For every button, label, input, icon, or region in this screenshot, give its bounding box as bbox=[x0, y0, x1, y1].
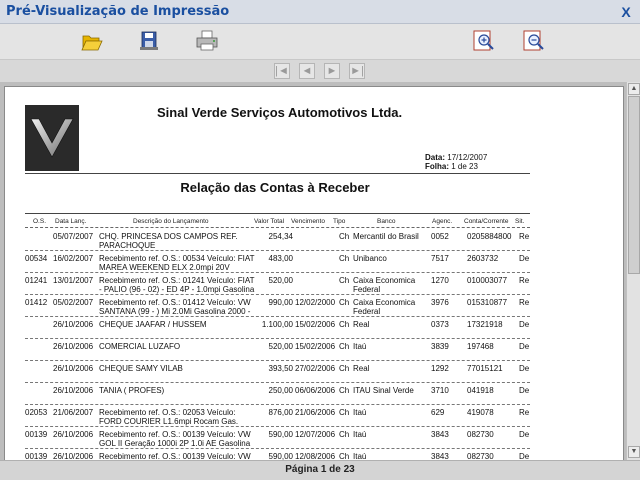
printer-icon[interactable] bbox=[193, 28, 221, 54]
cell-valor: 250,00 bbox=[268, 386, 293, 395]
date-label: Data: bbox=[425, 153, 446, 162]
cell-valor: 483,00 bbox=[268, 254, 293, 263]
cell-os: 00534 bbox=[25, 254, 48, 263]
cell-data: 21/06/2007 bbox=[53, 408, 94, 417]
cell-agenc: 3976 bbox=[431, 298, 449, 307]
divider bbox=[25, 213, 530, 214]
cell-valor: 1.100,00 bbox=[261, 320, 293, 329]
cell-sit: De bbox=[519, 342, 530, 351]
cell-sit: De bbox=[519, 430, 530, 439]
cell-venc: 21/06/2006 bbox=[295, 408, 336, 417]
cell-desc: Recebimento ref. O.S.: 01412 Veículo: VW SANTANA (99 - ) Mi 2.0Mi Gasolina 2000 - bbox=[99, 298, 251, 316]
cell-banco: Itaú bbox=[353, 430, 367, 439]
cell-banco: Mercantil do Brasil bbox=[353, 232, 419, 241]
status-bar bbox=[0, 460, 640, 480]
cell-conta: 2603732 bbox=[467, 254, 499, 263]
cell-conta: 082730 bbox=[467, 452, 494, 460]
table-row bbox=[25, 406, 530, 427]
cell-venc: 27/02/2006 bbox=[295, 364, 336, 373]
preview-viewport[interactable] bbox=[0, 82, 626, 460]
cell-conta: 015310877 bbox=[467, 298, 508, 307]
cell-valor: 254,34 bbox=[268, 232, 293, 241]
cell-valor: 876,00 bbox=[268, 408, 293, 417]
column-header: Conta/Corrente bbox=[464, 218, 509, 225]
zoom-in-icon[interactable] bbox=[470, 28, 498, 54]
cell-agenc: 1292 bbox=[431, 364, 449, 373]
next-page-button[interactable]: ► bbox=[324, 63, 340, 79]
cell-conta: 041918 bbox=[467, 386, 494, 395]
cell-data: 26/10/2006 bbox=[53, 320, 94, 329]
cell-valor: 590,00 bbox=[268, 430, 293, 439]
cell-sit: De bbox=[519, 254, 530, 263]
cell-os: 00139 bbox=[25, 452, 48, 460]
table-row bbox=[25, 252, 530, 273]
cell-desc: Recebimento ref. O.S.: 01241 Veículo: FIAT - PALIO (96 - 02) - ED 4P - 1.0mpi Gasolina bbox=[99, 276, 255, 294]
cell-conta: 0205884800 bbox=[467, 232, 512, 241]
cell-agenc: 1270 bbox=[431, 276, 449, 285]
cell-sit: Re bbox=[519, 276, 530, 285]
cell-agenc: 629 bbox=[431, 408, 445, 417]
cell-desc: CHEQUE SAMY VILAB bbox=[99, 364, 183, 373]
table-row bbox=[25, 340, 530, 361]
cell-data: 26/10/2006 bbox=[53, 386, 94, 395]
cell-tipo: Ch bbox=[339, 254, 350, 263]
column-header: Valor Total bbox=[254, 218, 285, 225]
sheet-value: 1 de 23 bbox=[451, 162, 478, 171]
cell-banco: Real bbox=[353, 320, 370, 329]
cell-sit: Re bbox=[519, 232, 530, 241]
cell-sit: Re bbox=[519, 298, 530, 307]
cell-data: 16/02/2007 bbox=[53, 254, 94, 263]
cell-tipo: Ch bbox=[339, 276, 350, 285]
report-title: Relação das Contas à Receber bbox=[180, 180, 370, 195]
cell-os: 01412 bbox=[25, 298, 48, 307]
cell-desc: CHQ. PRINCESA DOS CAMPOS REF. PARACHOQUE bbox=[99, 232, 238, 250]
cell-conta: 17321918 bbox=[467, 320, 503, 329]
cell-tipo: Ch bbox=[339, 386, 350, 395]
cell-tipo: Ch bbox=[339, 364, 350, 373]
zoom-out-icon[interactable] bbox=[520, 28, 548, 54]
cell-desc: Recebimento ref. O.S.: 02053 Veículo: FORD COURIER L1.6mpi Rocam Gas. bbox=[99, 408, 239, 426]
cell-agenc: 0052 bbox=[431, 232, 449, 241]
column-header: Agenc. bbox=[432, 218, 453, 225]
cell-agenc: 3843 bbox=[431, 452, 449, 460]
cell-conta: 77015121 bbox=[467, 364, 503, 373]
divider bbox=[25, 227, 530, 228]
cell-desc: COMERCIAL LUZAFO bbox=[99, 342, 181, 351]
cell-banco: ITAU Sinal Verde bbox=[353, 386, 414, 395]
column-header: Descrição do Lançamento bbox=[133, 218, 209, 225]
cell-tipo: Ch bbox=[339, 452, 350, 460]
report-sheet bbox=[425, 162, 478, 171]
scroll-down-icon[interactable]: ▼ bbox=[628, 446, 640, 458]
previous-page-button[interactable]: ◄ bbox=[299, 63, 315, 79]
cell-venc: 06/06/2006 bbox=[295, 386, 336, 395]
cell-banco: Caixa Economica Federal bbox=[353, 276, 416, 294]
cell-desc: Recebimento ref. O.S.: 00139 Veículo: VW GOL II Geração 1000i 2P 1.0i AE Gasolina bbox=[99, 430, 251, 448]
cell-data: 26/10/2006 bbox=[53, 430, 94, 439]
report-page bbox=[4, 86, 624, 460]
cell-venc: 12/07/2006 bbox=[295, 430, 336, 439]
table-row bbox=[25, 230, 530, 251]
company-name: Sinal Verde Serviços Automotivos Ltda. bbox=[157, 105, 403, 120]
table-row bbox=[25, 428, 530, 449]
table-row bbox=[25, 362, 530, 383]
cell-tipo: Ch bbox=[339, 430, 350, 439]
cell-tipo: Ch bbox=[339, 320, 350, 329]
cell-agenc: 7517 bbox=[431, 254, 449, 263]
table-row bbox=[25, 318, 530, 339]
column-header: O.S. bbox=[33, 218, 47, 225]
cell-tipo: Ch bbox=[339, 408, 350, 417]
cell-sit: De bbox=[519, 364, 530, 373]
cell-sit: De bbox=[519, 452, 530, 460]
cell-tipo: Ch bbox=[339, 232, 350, 241]
cell-data: 05/02/2007 bbox=[53, 298, 94, 307]
cell-data: 05/07/2007 bbox=[53, 232, 94, 241]
cell-data: 26/10/2006 bbox=[53, 364, 94, 373]
cell-venc: 15/02/2006 bbox=[295, 342, 336, 351]
scroll-thumb[interactable] bbox=[628, 96, 640, 274]
table-row bbox=[25, 384, 530, 405]
cell-valor: 520,00 bbox=[268, 276, 293, 285]
cell-agenc: 3839 bbox=[431, 342, 449, 351]
cell-desc: Recebimento ref. O.S.: 00139 Veículo: VW bbox=[99, 452, 251, 460]
cell-banco: Unibanco bbox=[353, 254, 387, 263]
cell-agenc: 0373 bbox=[431, 320, 449, 329]
column-header: Data Lanç. bbox=[55, 218, 87, 225]
cell-sit: De bbox=[519, 320, 530, 329]
cell-venc: 12/02/2000 bbox=[295, 298, 336, 307]
cell-agenc: 3710 bbox=[431, 386, 449, 395]
cell-banco: Real bbox=[353, 364, 370, 373]
window-title: Pré-Visualização de Impressão bbox=[6, 4, 230, 19]
column-header: Sit. bbox=[515, 218, 525, 225]
column-header: Tipo bbox=[333, 218, 346, 225]
cell-sit: De bbox=[519, 386, 530, 395]
title-bar bbox=[0, 0, 640, 24]
table-row bbox=[25, 450, 530, 460]
column-header: Vencimento bbox=[291, 218, 325, 225]
cell-banco: Itaú bbox=[353, 342, 367, 351]
page-navigation bbox=[0, 60, 640, 82]
company-logo bbox=[25, 105, 79, 171]
cell-conta: 010003077 bbox=[467, 276, 508, 285]
save-disk-icon[interactable] bbox=[135, 28, 163, 54]
cell-venc: 15/02/2006 bbox=[295, 320, 336, 329]
scroll-up-icon[interactable]: ▲ bbox=[628, 83, 640, 95]
cell-data: 26/10/2006 bbox=[53, 342, 94, 351]
cell-agenc: 3843 bbox=[431, 430, 449, 439]
cell-valor: 393,50 bbox=[268, 364, 293, 373]
cell-banco: Itaú bbox=[353, 408, 367, 417]
last-page-button[interactable]: ►| bbox=[350, 65, 364, 77]
vertical-scrollbar[interactable] bbox=[626, 82, 640, 460]
cell-conta: 082730 bbox=[467, 430, 494, 439]
cell-data: 26/10/2006 bbox=[53, 452, 94, 460]
cell-banco: Itaú bbox=[353, 452, 367, 460]
table-row bbox=[25, 274, 530, 295]
cell-sit: Re bbox=[519, 408, 530, 417]
cell-desc: Recebimento ref. O.S.: 00534 Veículo: FIAT MAREA WEEKEND ELX 2.0mpi 20V bbox=[99, 254, 255, 272]
cell-tipo: Ch bbox=[339, 342, 350, 351]
cell-data: 13/01/2007 bbox=[53, 276, 94, 285]
cell-os: 00139 bbox=[25, 430, 48, 439]
cell-os: 01241 bbox=[25, 276, 48, 285]
column-header: Banco bbox=[377, 218, 396, 225]
close-icon[interactable]: X bbox=[621, 4, 631, 20]
page-indicator: Página 1 de 23 bbox=[285, 464, 355, 475]
report-date bbox=[425, 153, 487, 162]
cell-desc: TANIA ( PROFES) bbox=[99, 386, 165, 395]
cell-valor: 520,00 bbox=[268, 342, 293, 351]
first-page-button[interactable]: |◄ bbox=[275, 65, 289, 77]
table-row bbox=[25, 296, 530, 317]
cell-os: 02053 bbox=[25, 408, 48, 417]
cell-conta: 197468 bbox=[467, 342, 494, 351]
open-folder-icon[interactable] bbox=[78, 28, 106, 54]
sheet-label: Folha: bbox=[425, 162, 449, 171]
cell-valor: 590,00 bbox=[268, 452, 293, 460]
cell-conta: 419078 bbox=[467, 408, 494, 417]
divider bbox=[25, 173, 530, 174]
cell-valor: 990,00 bbox=[268, 298, 293, 307]
date-value: 17/12/2007 bbox=[447, 153, 488, 162]
cell-banco: Caixa Economica Federal bbox=[353, 298, 416, 316]
cell-tipo: Ch bbox=[339, 298, 350, 307]
toolbar bbox=[0, 24, 640, 60]
cell-desc: CHEQUE JAAFAR / HUSSEM bbox=[99, 320, 207, 329]
cell-venc: 12/08/2006 bbox=[295, 452, 336, 460]
